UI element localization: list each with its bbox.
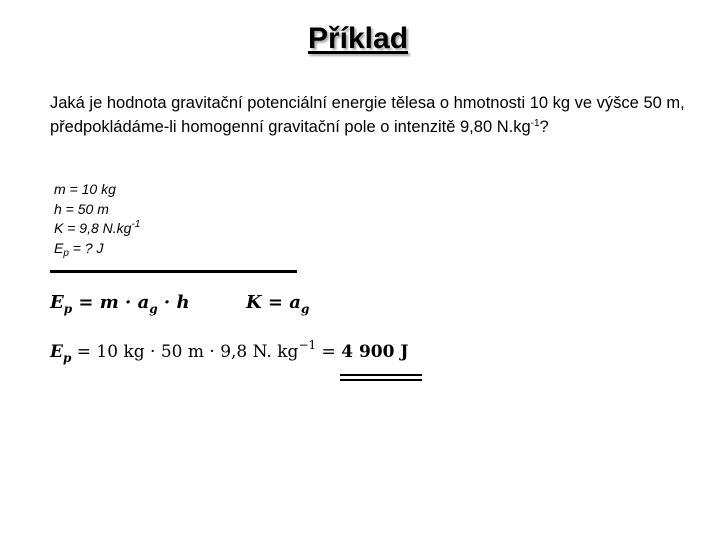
formula1-lhs: E	[50, 292, 64, 313]
given-k-base: K = 9,8 N.kg	[54, 220, 132, 236]
given-ep-subscript: p	[63, 247, 69, 259]
formula1-mid-sub: g	[149, 302, 158, 316]
formula1-end: · h	[157, 292, 190, 313]
given-potential-energy	[54, 239, 140, 259]
given-field-intensity	[54, 219, 140, 239]
question-end: ?	[539, 118, 549, 136]
question-exponent: -1	[530, 118, 540, 129]
formula-potential-energy	[50, 292, 190, 316]
formula-intensity	[246, 292, 310, 316]
given-divider	[50, 270, 297, 273]
calc-exponent: −1	[298, 338, 317, 352]
calc-result: 4 900 J	[341, 342, 409, 362]
formula2-text: K = a	[246, 292, 301, 313]
formula1-mid: = m · a	[72, 292, 150, 313]
given-mass: m = 10 kg	[54, 181, 116, 197]
given-height: h = 50 m	[54, 200, 109, 217]
slide-title	[0, 22, 720, 56]
question-text	[50, 91, 690, 139]
formula1-lhs-sub: p	[63, 302, 73, 316]
calc-equals: =	[316, 342, 342, 362]
given-ep-symbol: E	[54, 239, 64, 256]
given-ep-rest: = ? J	[68, 239, 104, 256]
calc-lhs: E	[50, 342, 63, 362]
given-values	[54, 180, 140, 258]
calculation	[50, 338, 409, 365]
calc-lhs-sub: p	[62, 351, 72, 365]
given-k-exponent: -1	[131, 219, 141, 230]
result-underline-top	[340, 374, 422, 376]
calc-body: = 10 kg · 50 m · 9,8 N. kg	[71, 342, 299, 362]
title-text: Příklad	[307, 22, 409, 55]
result-underline-bottom	[340, 379, 422, 381]
question-body: Jaká je hodnota gravitační potenciální energie tělesa o hmotnosti 10 kg ve výšce 50 m, předpokládáme-li homogenní gravitační pole o intenzitě 9,80 N.kg	[50, 94, 685, 136]
formula2-sub: g	[300, 302, 310, 316]
